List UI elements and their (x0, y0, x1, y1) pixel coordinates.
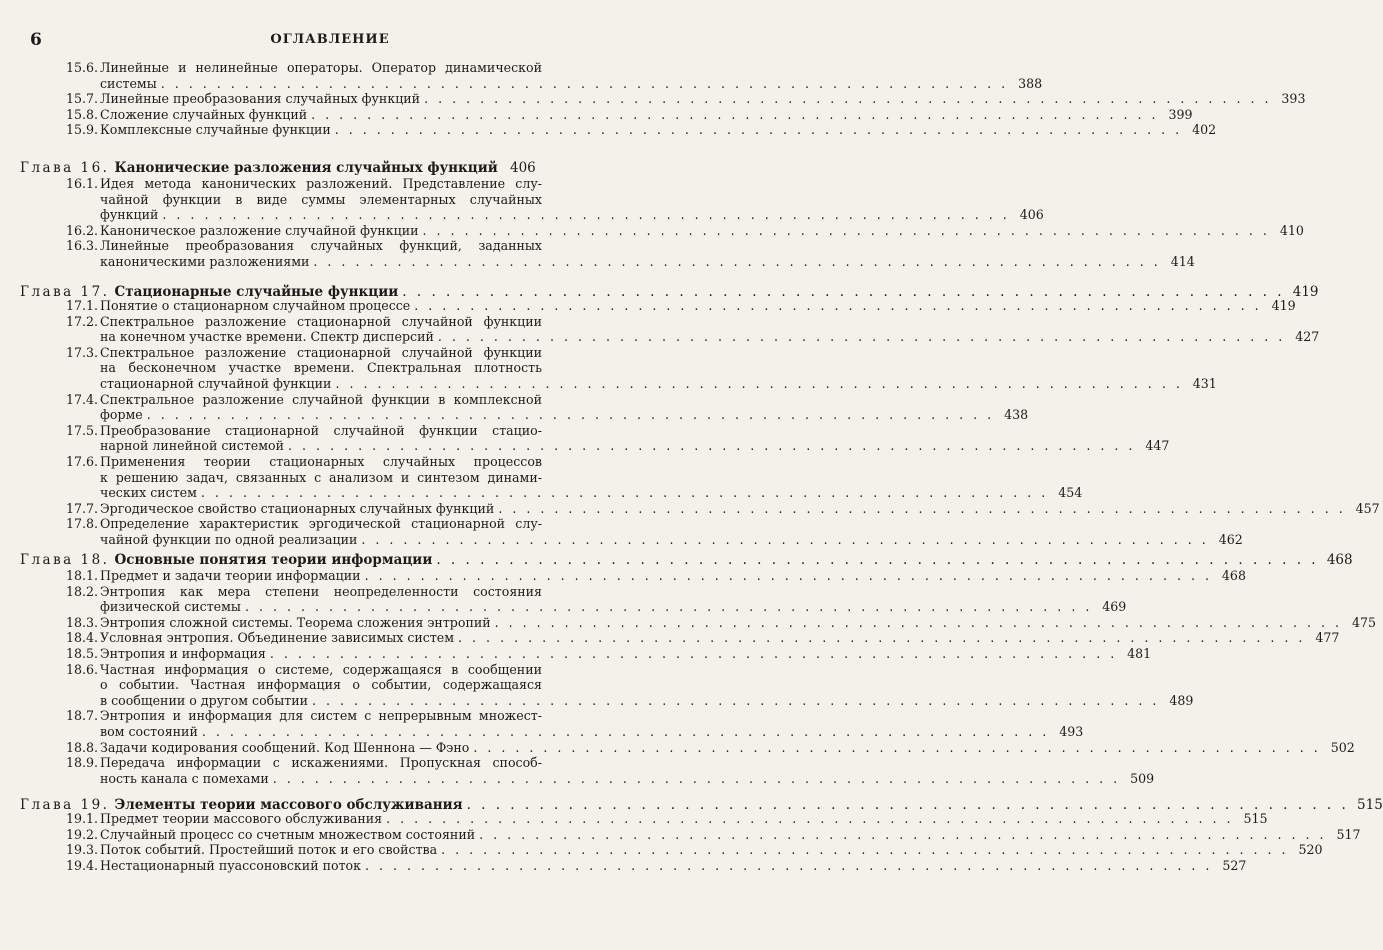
dot-leader: . . . . . . . . . . . . . . . . . . . . . . . . . . . . . . . . . . . . . . . . . . . . . . . . . . . . . . . . . . . . . (424, 91, 1272, 107)
entry-line: Определение характеристик эргодической стационарной слу- (100, 516, 542, 532)
entry-text (100, 60, 1043, 91)
chapter-title: Элементы теории массового обслуживания (114, 797, 463, 813)
toc-entry (66, 826, 1361, 843)
entry-page: 410 (1279, 222, 1304, 238)
entry-last-line (100, 599, 1127, 615)
entry-line: Энтропия как мера степени неопределенности состояния (100, 583, 542, 599)
entry-page: 419 (1271, 298, 1296, 313)
running-title: ОГЛАВЛЕНИЕ (270, 32, 390, 47)
entry-last-line (100, 329, 1320, 345)
dot-leader: . . . . . . . . . . . . . . . . . . . . . . . . . . . . . . . . . . . . . . . . . . . . . . . . . . . . . . . . . . . . . (146, 407, 995, 423)
toc-entry (66, 739, 1355, 756)
chapter-heading (20, 552, 1353, 568)
entry-last-line (100, 222, 1304, 239)
entry-number: 18.3. (66, 614, 99, 630)
entry-last-text: нарной линейной системой (100, 438, 285, 454)
entry-page: 527 (1222, 857, 1247, 873)
entry-number: 17.6. (66, 454, 99, 469)
entry-line: Передача информации с искажениями. Пропускная способ- (100, 755, 542, 771)
entry-last-text: Задачи кодирования сообщений. Код Шеннона — Фэно (100, 739, 470, 755)
entry-page: 402 (1192, 122, 1217, 138)
dot-leader: . . . . . . . . . . . . . . . . . . . . . . . . . . . . . . . . . . . . . . . . . . . . . . . . . . . . . . . . . . . . . (441, 842, 1289, 858)
entry-number: 17.1. (66, 298, 99, 313)
chapter-title: Стационарные случайные функции (114, 284, 399, 300)
entry-text (100, 344, 1217, 392)
entry-line: Спектральное разложение стационарной случайной функции (100, 313, 542, 329)
entry-last-text: ческих систем (100, 485, 197, 500)
toc-entry (66, 298, 1296, 314)
entry-number: 19.4. (66, 857, 99, 873)
entry-last-text: Предмет теории массового обслуживания (100, 811, 383, 826)
dot-leader: . . . . . . . . . . . . . . . . . . . . . . . . . . . . . . . . . . . . . . . . . . . . . . . . . . . . . . . . . . . . . (494, 614, 1343, 630)
entry-last-text: Эргодическое свойство стационарных случайных функций (100, 500, 495, 516)
entry-last-text: Предмет и задачи теории информации (100, 568, 361, 583)
entry-last-line (100, 646, 1152, 662)
dot-leader: . . . . . . . . . . . . . . . . . . . . . . . . . . . . . . . . . . . . . . . . . . . . . . . . . . . . . . . . . . . . . (160, 75, 1009, 91)
entry-text (100, 454, 1083, 501)
toc-entry (66, 842, 1323, 858)
entry-text (100, 614, 1377, 631)
dot-leader: . . . . . . . . . . . . . . . . . . . . . . . . . . . . . . . . . . . . . . . . . . . . . . . . . . . . . . . . . . . . . (364, 568, 1212, 583)
entry-number: 18.2. (66, 583, 99, 599)
entry-text (100, 826, 1361, 843)
entry-text (100, 646, 1152, 662)
entry-last-line (100, 614, 1377, 631)
toc-entry (66, 857, 1247, 874)
entry-last-text: стационарной случайной функции (100, 375, 332, 391)
entry-number: 15.8. (66, 106, 99, 122)
entry-number: 15.9. (66, 122, 99, 138)
entry-last-text: каноническими разложениями (100, 253, 310, 269)
toc-entry (66, 344, 1217, 392)
entry-last-line (100, 207, 1044, 223)
entry-last-line (100, 739, 1355, 756)
entry-page: 438 (1004, 407, 1029, 423)
entry-number: 17.3. (66, 344, 99, 360)
entry-page: 475 (1351, 614, 1377, 630)
entry-text (100, 176, 1044, 223)
toc-entry (66, 313, 1320, 345)
entry-last-text: Комплексные случайные функции (100, 122, 331, 138)
entry-number: 18.9. (66, 755, 99, 771)
dot-leader: . . . . . . . . . . . . . . . . . . . . . . . . . . . . . . . . . . . . . . . . . . . . . . . . . . . . . . . . . . . . . (334, 122, 1183, 138)
entry-page: 414 (1170, 253, 1195, 269)
entry-last-text: в сообщении о другом событии (100, 692, 309, 708)
toc-entry (66, 646, 1152, 662)
dot-leader: . . . . . . . . . . . . . . . . . . . . . . . . . . . . . . . . . . . . . . . . . . . . . . . . . . . . . . . . . . . . . (201, 723, 1050, 739)
entry-last-line (100, 75, 1043, 92)
toc-entry (66, 176, 1044, 223)
entry-page: 515 (1243, 811, 1268, 826)
entry-text (100, 739, 1355, 756)
entry-last-line (100, 298, 1296, 314)
entry-page: 457 (1355, 500, 1380, 516)
toc-entry (66, 583, 1127, 615)
entry-last-line (100, 375, 1217, 392)
entry-last-text: системы (100, 75, 157, 91)
entry-text (100, 811, 1268, 827)
entry-page: 509 (1130, 770, 1155, 786)
toc-entry (66, 60, 1043, 91)
entry-number: 18.5. (66, 646, 99, 661)
toc-entry (66, 661, 1194, 709)
toc-entry (66, 614, 1377, 631)
entry-text (100, 238, 1195, 269)
dot-leader: . . . . . . . . . . . . . . . . . . . . . . . . . . . . . . . . . . . . . . . . . . . . . . . . . . . . . . . . . . . . . (335, 375, 1183, 391)
entry-number: 16.2. (66, 222, 99, 238)
entry-text (100, 583, 1127, 615)
entry-text (100, 106, 1193, 123)
chapter-page: 406 (510, 160, 536, 176)
dot-leader: . . . . . . . . . . . . . . . . . . . . . . . . . . . . . . . . . . . . . . . . . . . . . . . . . . . . . . . . . . . . . (422, 222, 1270, 238)
toc-entry (66, 755, 1155, 786)
entry-last-line (100, 500, 1380, 517)
entry-last-line (100, 253, 1195, 270)
toc-entry (66, 454, 1083, 501)
entry-line: Линейные преобразования случайных функций, заданных (100, 238, 542, 254)
toc-entry (66, 811, 1268, 827)
entry-last-line (100, 857, 1247, 874)
toc-entry (66, 106, 1193, 123)
toc-entry (66, 238, 1195, 269)
entry-text (100, 568, 1246, 584)
entry-page: 517 (1336, 826, 1361, 842)
entry-number: 17.4. (66, 391, 99, 407)
entry-last-line (100, 485, 1083, 501)
toc-entry (66, 391, 1029, 423)
chapter-title: Канонические разложения случайных функций (114, 160, 498, 176)
entry-number: 18.8. (66, 739, 99, 755)
entry-page: 399 (1168, 106, 1193, 122)
dot-leader: . . . . . . . . . . . . . . . . . . . . . . . . . . . . . . . . . . . . . . . . . . . . . . . . . . . . . . . . . . . . . (386, 811, 1234, 826)
entry-line: Линейные и нелинейные операторы. Оператор динамической (100, 60, 542, 75)
toc-entry (66, 500, 1380, 517)
entry-last-line (100, 692, 1194, 709)
entry-text (100, 500, 1380, 517)
chapter-page: 468 (1326, 552, 1353, 568)
entry-number: 18.4. (66, 630, 99, 646)
toc-entry (66, 630, 1340, 646)
dot-leader: . . . . . . . . . . . . . . . . . . . . . . . . . . . . . . . . . . . . . . . . . . . . . . . . . . . . . . . . . . . . . (402, 284, 1285, 300)
entry-number: 16.3. (66, 238, 99, 254)
entry-last-text: Линейные преобразования случайных функций (100, 91, 421, 107)
dot-leader: . . . . . . . . . . . . . . . . . . . . . . . . . . . . . . . . . . . . . . . . . . . . . . . . . . . . . . . . . . . . . (361, 531, 1209, 547)
entry-number: 16.1. (66, 176, 99, 191)
entry-line: к решению задач, связанных с анализом и синтезом динами- (100, 469, 542, 485)
dot-leader: . . . . . . . . . . . . . . . . . . . . . . . . . . . . . . . . . . . . . . . . . . . . . . . . . . . . . . . . . . . . . (436, 552, 1319, 568)
entry-last-text: Нестационарный пуассоновский поток (100, 857, 361, 873)
entry-page: 520 (1298, 842, 1323, 858)
dot-leader: . . . . . . . . . . . . . . . . . . . . . . . . . . . . . . . . . . . . . . . . . . . . . . . . . . . . . . . . . . . . . (311, 106, 1159, 122)
entry-line: чайной функции в виде суммы элементарных случайных (100, 191, 542, 207)
entry-text (100, 422, 1170, 454)
entry-page: 462 (1218, 531, 1243, 547)
dot-leader: . . . . . . . . . . . . . . . . . . . . . . . . . . . . . . . . . . . . . . . . . . . . . . . . . . . . . . . . . . . . . (473, 739, 1321, 755)
dot-leader: . . . . . . . . . . . . . . . . . . . . . . . . . . . . . . . . . . . . . . . . . . . . . . . . . . . . . . . . . . . . . (162, 207, 1010, 222)
entry-line: Применения теории стационарных случайных процессов (100, 454, 542, 469)
chapter-page: 515 (1357, 797, 1383, 813)
entry-page: 502 (1330, 739, 1355, 755)
dot-leader: . . . . . . . . . . . . . . . . . . . . . . . . . . . . . . . . . . . . . . . . . . . . . . . . . . . . . . . . . . . . . (479, 826, 1327, 842)
entry-text (100, 91, 1306, 107)
dot-leader: . . . . . . . . . . . . . . . . . . . . . . . . . . . . . . . . . . . . . . . . . . . . . . . . . . . . . . . . . . . . . (466, 797, 1349, 813)
entry-number: 17.7. (66, 500, 99, 516)
toc-entry (66, 422, 1170, 454)
entry-last-text: ность канала с помехами (100, 770, 269, 786)
entry-line: Идея метода канонических разложений. Представление слу- (100, 176, 542, 191)
dot-leader: . . . . . . . . . . . . . . . . . . . . . . . . . . . . . . . . . . . . . . . . . . . . . . . . . . . . . . . . . . . . . (365, 857, 1213, 873)
entry-page: 468 (1221, 568, 1246, 583)
entry-number: 19.1. (66, 811, 99, 826)
entry-last-line (100, 811, 1268, 827)
entry-number: 17.8. (66, 516, 99, 532)
entry-last-line (100, 842, 1323, 858)
entry-text (100, 708, 1084, 739)
entry-last-text: чайной функции по одной реализации (100, 531, 358, 547)
chapter-label: Глава 16. (20, 160, 110, 176)
entry-last-text: Энтропия и информация (100, 646, 266, 661)
dot-leader: . . . . . . . . . . . . . . . . . . . . . . . . . . . . . . . . . . . . . . . . . . . . . . . . . . . . . . . . . . . . . (269, 646, 1118, 661)
entry-last-line (100, 630, 1340, 646)
entry-page: 447 (1145, 438, 1170, 454)
dot-leader: . . . . . . . . . . . . . . . . . . . . . . . . . . . . . . . . . . . . . . . . . . . . . . . . . . . . . . . . . . . . . (272, 770, 1121, 786)
entry-text (100, 222, 1304, 239)
entry-line: Частная информация о системе, содержащаяся в сообщении (100, 661, 542, 677)
entry-last-line (100, 723, 1084, 740)
entry-page: 481 (1127, 646, 1152, 661)
entry-last-line (100, 568, 1246, 584)
entry-line: Преобразование стационарной случайной функции стацио- (100, 422, 542, 438)
entry-page: 469 (1102, 599, 1127, 615)
entry-last-line (100, 106, 1193, 123)
toc-entry (66, 222, 1304, 239)
entry-number: 15.7. (66, 91, 99, 107)
entry-text (100, 313, 1320, 345)
dot-leader: . . . . . . . . . . . . . . . . . . . . . . . . . . . . . . . . . . . . . . . . . . . . . . . . . . . . . . . . . . . . . (458, 630, 1306, 646)
entry-last-line (100, 826, 1361, 843)
dot-leader: . . . . . . . . . . . . . . . . . . . . . . . . . . . . . . . . . . . . . . . . . . . . . . . . . . . . . . . . . . . . . (437, 329, 1286, 345)
chapter-heading (20, 160, 536, 176)
entry-text (100, 516, 1243, 547)
entry-last-line (100, 770, 1155, 787)
entry-number: 18.7. (66, 708, 99, 724)
dot-leader: . . . . . . . . . . . . . . . . . . . . . . . . . . . . . . . . . . . . . . . . . . . . . . . . . . . . . . . . . . . . . (312, 692, 1160, 708)
entry-number: 19.2. (66, 826, 99, 842)
entry-line: на бесконечном участке времени. Спектральная плотность (100, 360, 542, 376)
toc-entry (66, 568, 1246, 584)
entry-page: 388 (1018, 75, 1043, 91)
entry-page: 489 (1169, 692, 1194, 708)
entry-last-text: Условная энтропия. Объединение зависимых систем (100, 630, 455, 646)
entry-last-text: Понятие о стационарном случайном процессе (100, 298, 411, 313)
chapter-page: 419 (1292, 284, 1319, 300)
entry-last-text: на конечном участке времени. Спектр дисперсий (100, 329, 434, 345)
dot-leader: . . . . . . . . . . . . . . . . . . . . . . . . . . . . . . . . . . . . . . . . . . . . . . . . . . . . . . . . . . . . . (200, 485, 1049, 500)
entry-last-line (100, 531, 1243, 548)
entry-last-line (100, 122, 1217, 138)
entry-text (100, 122, 1217, 138)
entry-line: о событии. Частная информация о событии, содержащаяся (100, 677, 542, 693)
entry-text (100, 857, 1247, 874)
entry-last-text: Поток событий. Простейший поток и его свойства (100, 842, 438, 858)
dot-leader: . . . . . . . . . . . . . . . . . . . . . . . . . . . . . . . . . . . . . . . . . . . . . . . . . . . . . . . . . . . . . (498, 500, 1346, 516)
entry-page: 427 (1295, 329, 1320, 345)
entry-last-text: вом состояний (100, 723, 198, 739)
toc-entry (66, 708, 1084, 739)
entry-last-text: Энтропия сложной системы. Теорема сложения энтропий (100, 614, 491, 630)
page-number: 6 (30, 30, 42, 50)
entry-page: 431 (1192, 375, 1217, 391)
entry-last-line (100, 438, 1170, 454)
entry-number: 19.3. (66, 842, 99, 858)
entry-text (100, 842, 1323, 858)
entry-text (100, 755, 1155, 786)
entry-number: 18.6. (66, 661, 99, 677)
entry-last-text: Каноническое разложение случайной функции (100, 222, 419, 238)
entry-last-text: физической системы (100, 599, 241, 615)
entry-text (100, 298, 1296, 314)
entry-page: 454 (1058, 485, 1083, 500)
chapter-label: Глава 19. (20, 797, 110, 813)
entry-last-text: Сложение случайных функций (100, 106, 308, 122)
entry-number: 17.2. (66, 313, 99, 329)
entry-page: 406 (1019, 207, 1044, 222)
entry-text (100, 630, 1340, 646)
dot-leader: . . . . . . . . . . . . . . . . . . . . . . . . . . . . . . . . . . . . . . . . . . . . . . . . . . . . . . . . . . . . . (244, 599, 1093, 615)
entry-text (100, 661, 1194, 709)
chapter-label: Глава 18. (20, 552, 110, 568)
dot-leader: . . . . . . . . . . . . . . . . . . . . . . . . . . . . . . . . . . . . . . . . . . . . . . . . . . . . . . . . . . . . . (288, 438, 1136, 454)
entry-line: Спектральное разложение стационарной случайной функции (100, 344, 542, 360)
entry-page: 393 (1281, 91, 1306, 107)
chapter-title: Основные понятия теории информации (114, 552, 433, 568)
entry-last-line (100, 91, 1306, 107)
entry-page: 477 (1315, 630, 1340, 646)
toc-entry (66, 122, 1217, 138)
entry-line: Спектральное разложение случайной функции в комплексной (100, 391, 542, 407)
entry-line: Энтропия и информация для систем с непрерывным множест- (100, 708, 542, 724)
entry-last-line (100, 407, 1029, 423)
entry-last-text: форме (100, 407, 143, 423)
toc-entry (66, 516, 1243, 547)
dot-leader: . . . . . . . . . . . . . . . . . . . . . . . . . . . . . . . . . . . . . . . . . . . . . . . . . . . . . . . . . . . . . (414, 298, 1262, 313)
entry-text (100, 391, 1029, 423)
toc-entry (66, 91, 1306, 107)
entry-number: 17.5. (66, 422, 99, 438)
chapter-label: Глава 17. (20, 284, 110, 300)
entry-number: 18.1. (66, 568, 99, 583)
dot-leader: . . . . . . . . . . . . . . . . . . . . . . . . . . . . . . . . . . . . . . . . . . . . . . . . . . . . . . . . . . . . . (313, 253, 1161, 269)
entry-last-text: Случайный процесс со счетным множеством состояний (100, 826, 476, 842)
entry-page: 493 (1059, 723, 1084, 739)
entry-last-text: функций (100, 207, 159, 222)
entry-number: 15.6. (66, 60, 99, 75)
